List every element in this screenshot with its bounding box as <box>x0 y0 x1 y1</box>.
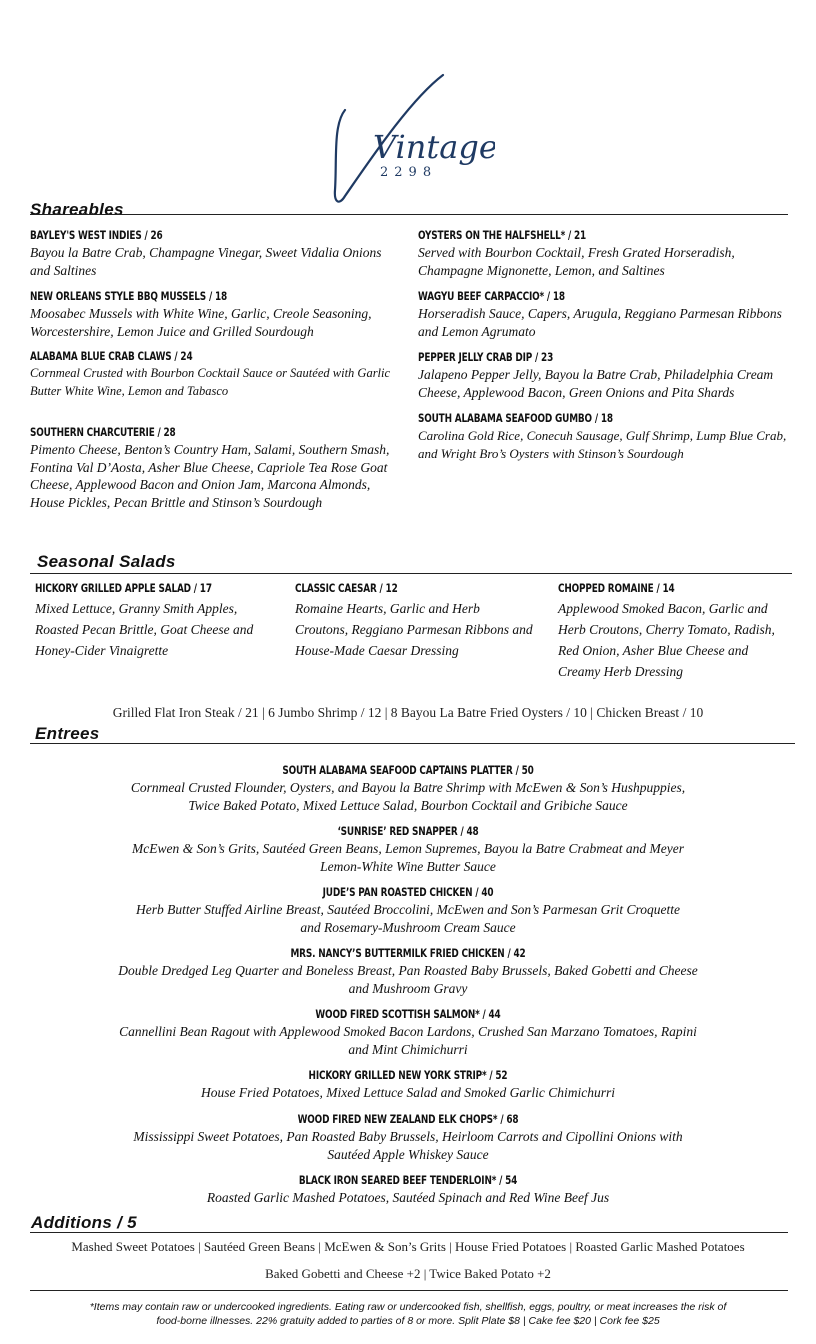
item-description-line: Lemon-White Wine Butter Sauce <box>320 858 496 874</box>
item-description: Carolina Gold Rice, Conecuh Sausage, Gulf Shrimp, Lump Blue Crab, and Wright Bro’s Oysters with Stinson’s Sourdough <box>418 428 787 461</box>
item-name: WAGYU BEEF CARPACCIO* / 18 <box>418 289 565 303</box>
item-description-line: House Fried Potatoes, Mixed Lettuce Salad and Smoked Garlic Chimichurri <box>201 1085 615 1100</box>
item-name: MRS. NANCY’S BUTTERMILK FRIED CHICKEN / 42 <box>290 946 526 960</box>
shareable-item <box>30 349 398 400</box>
item-description: Romaine Hearts, Garlic and Herb Croutons, Reggiano Parmesan Ribbons and House-Made Caesar Dressing <box>295 601 533 658</box>
item-name: BLACK IRON SEARED BEEF TENDERLOIN* / 54 <box>298 1173 518 1187</box>
item-description: Pimento Cheese, Benton’s Country Ham, Salami, Southern Smash, Fontina Val D’Aosta, Asher Blue Cheese, Capriole Tea Rose Goat Cheese, Applewood Bacon and Onion Jam, Marcona Almonds, House Pickles, Pecan Brittle and Stinson’s Sourdough <box>30 442 390 510</box>
footnote <box>30 1300 786 1328</box>
salad-item <box>295 581 535 661</box>
entree-item <box>60 946 756 997</box>
entree-item <box>60 1173 756 1207</box>
item-description-line: Roasted Garlic Mashed Potatoes, Sautéed Spinach and Red Wine Beef Jus <box>206 1190 610 1205</box>
salad-addons: Grilled Flat Iron Steak / 21 | 6 Jumbo Shrimp / 12 | 8 Bayou La Batre Fried Oysters / 10 | Chicken Breast / 10 <box>112 705 704 720</box>
logo-script-text: Vintage <box>373 128 495 166</box>
item-name: WOOD FIRED NEW ZEALAND ELK CHOPS* / 68 <box>297 1112 519 1126</box>
additions-title: Additions / 5 <box>31 1213 137 1232</box>
item-name: OYSTERS ON THE HALFSHELL* / 21 <box>418 228 587 242</box>
entree-item <box>60 1007 756 1058</box>
shareable-item <box>418 289 788 340</box>
item-name: JUDE’S PAN ROASTED CHICKEN / 40 <box>322 885 494 899</box>
shareable-item <box>30 228 398 279</box>
item-description: Horseradish Sauce, Capers, Arugula, Reggiano Parmesan Ribbons and Lemon Agrumato <box>418 306 782 339</box>
shareable-item <box>30 289 398 340</box>
salads-rule <box>30 573 792 574</box>
item-description-line: Twice Baked Potato, Mixed Lettuce Salad, Bourbon Cocktail and Gribiche Sauce <box>188 797 628 813</box>
item-name: NEW ORLEANS STYLE BBQ MUSSELS / 18 <box>30 289 228 303</box>
entree-item <box>60 885 756 936</box>
item-name: BAYLEY'S WEST INDIES / 26 <box>30 228 163 242</box>
entrees-rule <box>30 743 795 744</box>
shareable-item <box>30 425 398 511</box>
item-name: ‘SUNRISE’ RED SNAPPER / 48 <box>337 824 479 838</box>
item-description: Mixed Lettuce, Granny Smith Apples, Roasted Pecan Brittle, Goat Cheese and Honey-Cider Vinaigrette <box>35 601 254 658</box>
item-name: CHOPPED ROMAINE / 14 <box>558 581 675 595</box>
entree-item <box>60 824 756 875</box>
entree-item <box>60 1068 756 1102</box>
salads-title: Seasonal Salads <box>37 552 176 571</box>
item-description-line: Sautéed Apple Whiskey Sauce <box>327 1146 489 1162</box>
entree-item <box>60 1112 756 1163</box>
item-name: CLASSIC CAESAR / 12 <box>295 581 398 595</box>
item-description: Jalapeno Pepper Jelly, Bayou la Batre Crab, Philadelphia Cream Cheese, Applewood Bacon, Green Onions and Pita Shards <box>418 367 774 400</box>
shareable-item <box>418 411 788 462</box>
item-description-line: Herb Butter Stuffed Airline Breast, Sautéed Broccolini, McEwen and Son’s Parmesan Grit Croquette <box>136 902 680 917</box>
item-name: ALABAMA BLUE CRAB CLAWS / 24 <box>30 349 193 363</box>
entrees-title: Entrees <box>35 724 100 743</box>
footnote-line: food-borne illnesses. 22% gratuity added to parties of 8 or more. Split Plate $8 | Cake fee $20 | Cork fee $25 <box>156 1315 660 1327</box>
footnote-rule <box>30 1290 788 1291</box>
additions-rule <box>30 1232 788 1233</box>
shareables-rule <box>30 214 788 215</box>
item-name: WOOD FIRED SCOTTISH SALMON* / 44 <box>315 1007 501 1021</box>
item-name: HICKORY GRILLED APPLE SALAD / 17 <box>35 581 212 595</box>
salad-item <box>35 581 270 661</box>
item-name: PEPPER JELLY CRAB DIP / 23 <box>418 350 554 364</box>
item-description-line: Double Dredged Leg Quarter and Boneless Breast, Pan Roasted Baby Brussels, Baked Gobetti and Cheese <box>118 963 698 978</box>
item-description-line: Cannellini Bean Ragout with Applewood Smoked Bacon Lardons, Crushed San Marzano Tomatoes, Rapini <box>119 1024 697 1039</box>
additions-line: Baked Gobetti and Cheese +2 | Twice Baked Potato +2 <box>265 1266 551 1281</box>
item-description: Applewood Smoked Bacon, Garlic and Herb Croutons, Cherry Tomato, Radish, Red Onion, Asher Blue Cheese and Creamy Herb Dressing <box>558 601 775 679</box>
vintage-2298-logo <box>325 70 495 215</box>
shareable-item <box>418 350 788 401</box>
item-description: Cornmeal Crusted with Bourbon Cocktail Sauce or Sautéed with Garlic Butter White Wine, Lemon and Tabasco <box>30 366 391 398</box>
item-description-line: and Mushroom Gravy <box>348 980 468 996</box>
entree-item <box>60 763 756 814</box>
logo-number-text: 2298 <box>380 165 438 180</box>
item-description-line: McEwen & Son’s Grits, Sautéed Green Beans, Lemon Supremes, Bayou la Batre Crabmeat and Meyer <box>131 841 685 856</box>
item-description-line: Cornmeal Crusted Flounder, Oysters, and Bayou la Batre Shrimp with McEwen & Son’s Hushpuppies, <box>130 780 686 795</box>
item-description-line: Mississippi Sweet Potatoes, Pan Roasted Baby Brussels, Heirloom Carrots and Cipollini Onions with <box>133 1129 683 1144</box>
additions-line: Mashed Sweet Potatoes | Sautéed Green Beans | McEwen & Son’s Grits | House Fried Potatoes | Roasted Garlic Mashed Potatoes <box>71 1239 745 1254</box>
shareables-title: Shareables <box>30 200 124 219</box>
item-name: SOUTH ALABAMA SEAFOOD CAPTAINS PLATTER / 50 <box>282 763 534 777</box>
shareable-item <box>418 228 788 279</box>
item-name: SOUTHERN CHARCUTERIE / 28 <box>30 425 176 439</box>
salad-item <box>558 581 793 682</box>
item-description: Served with Bourbon Cocktail, Fresh Grated Horseradish, Champagne Mignonette, Lemon, and Saltines <box>418 245 735 278</box>
item-description: Bayou la Batre Crab, Champagne Vinegar, Sweet Vidalia Onions and Saltines <box>30 245 382 278</box>
item-name: HICKORY GRILLED NEW YORK STRIP* / 52 <box>308 1068 508 1082</box>
item-name: SOUTH ALABAMA SEAFOOD GUMBO / 18 <box>418 411 613 425</box>
item-description: Moosabec Mussels with White Wine, Garlic, Creole Seasoning, Worcestershire, Lemon Juice and Grilled Sourdough <box>30 306 372 339</box>
item-description-line: and Mint Chimichurri <box>348 1041 468 1057</box>
footnote-line: *Items may contain raw or undercooked ingredients. Eating raw or undercooked fish, shellfish, eggs, poultry, or meat increases the risk of <box>89 1301 727 1313</box>
item-description-line: and Rosemary-Mushroom Cream Sauce <box>300 919 516 935</box>
